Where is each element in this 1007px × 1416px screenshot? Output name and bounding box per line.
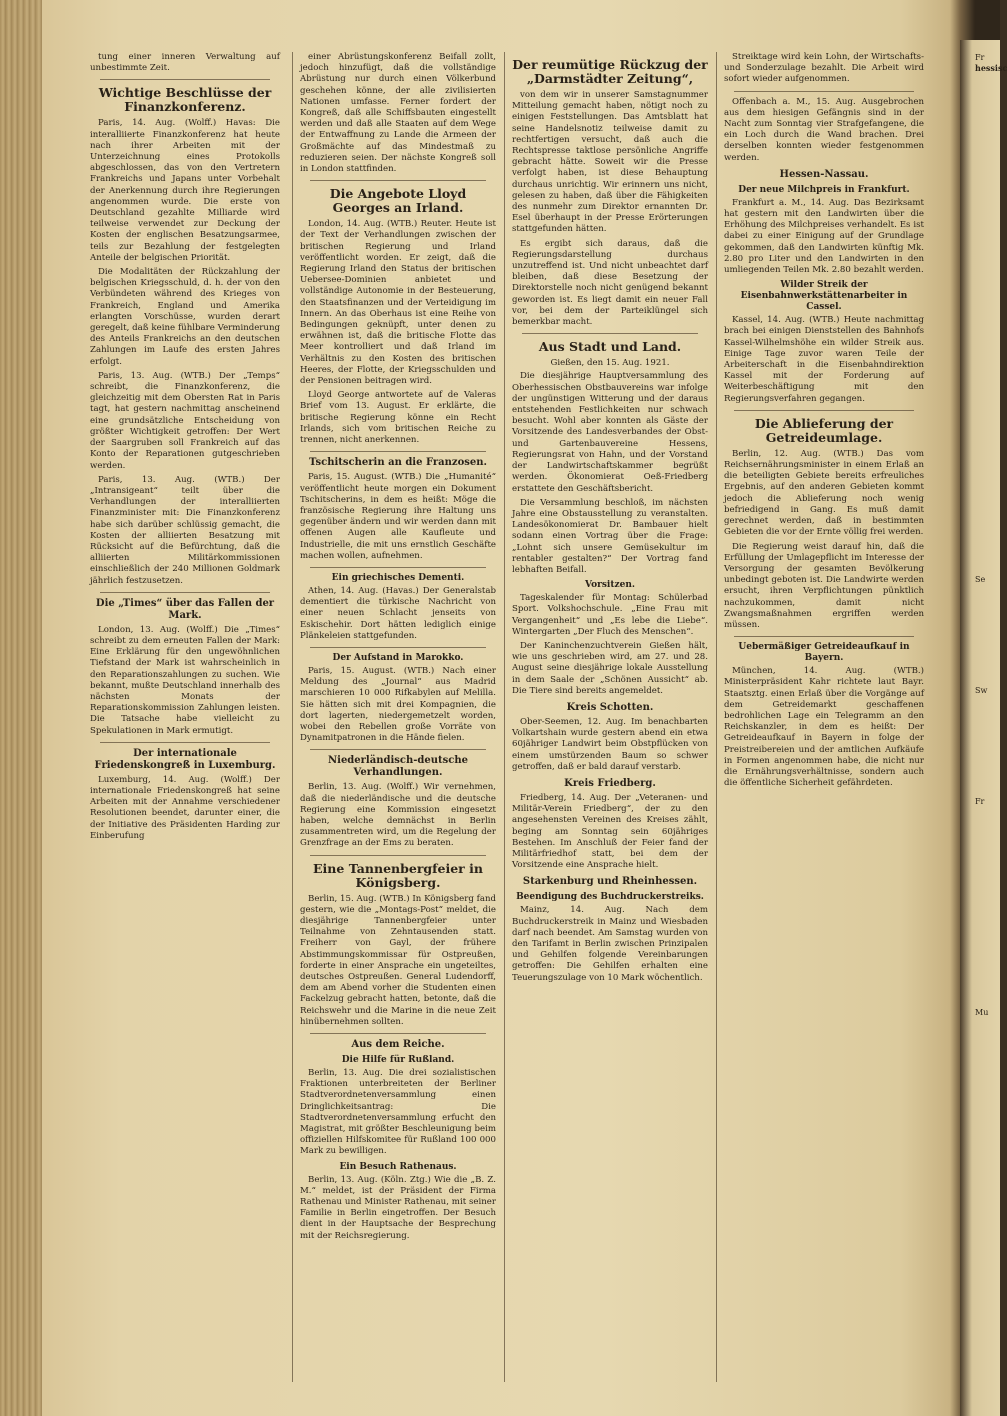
article-text: Tageskalender für Montag: Schülerbad Sport. Volkshochschule. „Eine Frau mit Vergangenheit“ und „Es lebe die Liebe“. Wintergarten „Der Fluch des Menschen“. — [512, 593, 708, 637]
article-text: London, 14. Aug. (WTB.) Reuter. Heute ist der Text der Verhandlungen zwischen der britischen Regierung und Irland veröffentlicht worden. Er zeigt, daß die Regierung Irland den Status der britischen Uebersee-Dominien anbietet und vollständige Autonomie in der Besteuerung, den Staatsfinanzen und der Verteidigung im Innern. An das Oberhaus ist eine Reihe von Bedingungen geknüpft, unter denen zu erwähnen ist, daß die britische Flotte das Meer kontrolliert und daß Irland im Verhältnis zu den Kosten des britischen Heeres, der Flotte, der Kriegsschulden und der Pensionen beitragen wird. — [300, 219, 496, 387]
separator — [310, 1033, 486, 1034]
article-text: Die Regierung weist darauf hin, daß die Erfüllung der Umlagepflicht im Interesse der Versorgung der gesamten Bevölkerung unbedingt geboten ist. Die Landwirte werden ersucht, ihren Verpflichtungen pünktlich nachzukommen, damit nicht Zwangsmaßnahmen ergriffen werden müssen. — [724, 541, 924, 630]
headline-stadt-und-land: Aus Stadt und Land. — [538, 339, 682, 355]
headline-hilfe-russland: Die Hilfe für Rußland. — [341, 1055, 455, 1066]
article-text: Berlin, 13. Aug. (Köln. Ztg.) Wie die „B. Z. M.“ meldet, ist der Präsident der Firma Rathenau und Minister Rathenau, mit seiner Familie in Berlin eingetroffen. Der Besuch dient in der Hauptsache der Besprechung mit der Reichsregierung. — [300, 1174, 496, 1241]
headline-dementi: Ein griechisches Dementi. — [331, 572, 465, 583]
article-text: Luxemburg, 14. Aug. (Wolff.) Der internationale Friedenskongreß hat seine Arbeiten mit der Annahme verschiedener Resolutionen beendet, darunter einer, die der Initiative des Präsidenten Harding zur Einberufung — [90, 774, 280, 841]
article-text: Ober-Seemen, 12. Aug. Im benachbarten Volkartshain wurde gestern abend ein etwa 60jähriger Landwirt beim Obstpflücken von einem umstürzenden Baum so schwer getroffen, daß er bald darauf verstarb. — [512, 716, 708, 772]
headline-hessen-nassau: Hessen-Nassau. — [779, 168, 869, 180]
edge-word: Fr — [975, 797, 985, 806]
article-text: Es ergibt sich daraus, daß die Regierungsdarstellung durchaus unzutreffend ist. Und nicht unbeachtet darf bleiben, daß diese Besetzung der Direktorstelle noch nicht genügend bekannt geworden ist. Es liegt damit ein neuer Fall vor, bei dem der Parteiklüngel sich bemerkbar macht. — [512, 238, 708, 328]
separator — [310, 855, 486, 856]
headline-aus-dem-reiche: Aus dem Reiche. — [351, 1039, 445, 1051]
article-text: Offenbach a. M., 15. Aug. Ausgebrochen aus dem hiesigen Gefängnis sind in der Nacht zum Sonntag vier Strafgefangene, die ein Loch durch die Wand brachen. Drei derselben konnten wieder festgenommen werden. — [724, 96, 924, 163]
article-text: von dem wir in unserer Samstagnummer Mitteilung gemacht haben, nötigt noch zu einigen Feststellungen. Das Amtsblatt hat seine Handelsnotiz teilweise damit zu rechtfertigen versucht, daß auch die Rechtspresse taktlose persönliche Angriffe gebracht hätte. Soweit wir die Presse verfolgt haben, ist diese Behauptung durchaus unrichtig. Wir erinnern uns nicht, gelesen zu haben, daß über die Fähigkeiten des nunmehr zum Direktor ernannten Dr. Esel überhaupt in der Presse Erörterungen stattgefunden hätten. — [512, 90, 708, 235]
headline-rathenau: Ein Besuch Rathenaus. — [339, 1161, 457, 1172]
headline-darmstaedter: Der reumütige Rückzug der „Darmstädter Zeitung“, — [512, 57, 708, 86]
column-4 — [724, 52, 924, 1382]
edge-word: Sw — [975, 686, 988, 695]
headline-kreis-friedberg: Kreis Friedberg. — [564, 777, 656, 789]
headline-starkenburg: Starkenburg und Rheinhessen. — [522, 876, 698, 888]
article-text: Frankfurt a. M., 14. Aug. Das Bezirksamt hat gestern mit den Landwirten über die Erhöhung des Milchpreises verhandelt. Es ist dabei zu einer Einigung auf der Grundlage gekommen, daß den Landwirten künftig Mk. 2.80 pro Liter und den Landwirten in den umliegenden Teilen Mk. 2.80 bezahlt werden. — [724, 197, 924, 276]
article-text: Streiktage wird kein Lohn, der Wirtschafts- und Sonderzulage bezahlt. Die Arbeit wird sofort wieder aufgenommen. — [724, 52, 924, 85]
article-text: Berlin, 15. Aug. (WTB.) In Königsberg fand gestern, wie die „Montags-Post“ meldet, die diesjährige Tannenbergfeier unter Teilnahme von Zehntausenden statt. Freiherr von Gayl, der frühere Abstimmungskommissar für Ostpreußen, forderte in einer Ansprache ein ungeteiltes, deutsches Ostpreußen. General Ludendorff, dem am Abend vorher die Studenten einen Fackelzug gebracht hatten, betonte, daß die Reichswehr und die Marine in die neue Zeit hinübernehmen sollten. — [300, 893, 496, 1027]
column-3 — [512, 52, 708, 1382]
separator — [310, 567, 486, 568]
headline-lloyd-george: Die Angebote Lloyd Georges an Irland. — [329, 186, 467, 216]
article-text: Lloyd George antwortete auf de Valeras Brief vom 13. August. Er erklärte, die britische Regierung könne ein Recht Irlands, sich vom britischen Reiche zu trennen, nicht anerkennen. — [300, 390, 496, 446]
article-text: Paris, 15. August. (WTB.) Nach einer Meldung des „Journal“ aus Madrid marschieren 10 000 Rifkabylen auf Melilla. Sie hätten sich mit drei Kompagnien, die dort lagerten, niedergemetzelt worden, wobei den Rebellen große Vorräte von Dynamitpatronen in die Hände fielen. — [300, 665, 496, 744]
separator — [100, 79, 270, 80]
headline-wilder-streik: Wilder Streik der Eisenbahnwerkstättenarbeiter in Cassel. — [740, 280, 908, 313]
article-text: Berlin, 12. Aug. (WTB.) Das vom Reichsernährungsminister in einem Erlaß an die beteiligten Gebiete bereits erfreuliches Ergebnis, auf den anderen Gebieten kommt jedoch die Ablieferung noch wenig befriedigend in Gang. Es muß damit gerechnet werden, daß in bestimmten Gebieten die vor der Ernte völlig frei werden. — [724, 448, 924, 538]
separator — [100, 742, 270, 743]
article-text: Der Kaninchenzuchtverein Gießen hält, wie uns geschrieben wird, am 27. und 28. August seine diesjährige lokale Ausstellung in dem Saale der „Schönen Aussicht“ ab. Die Tiere sind bereits angemeldet. — [512, 640, 708, 696]
headline-kreis-schotten: Kreis Schotten. — [566, 701, 654, 713]
adjacent-page-text — [975, 52, 1007, 1382]
page-binding — [0, 0, 42, 1416]
separator — [100, 592, 270, 593]
column-2 — [300, 52, 496, 1382]
article-text: Paris, 15. August. (WTB.) Die „Humanité“ veröffentlicht heute morgen ein Dokument Tschitscherins, in dem es heißt: Möge die französische Regierung ihre Haltung uns gegenüber ändern und wir werden dann mit offenen Augen alle Kaufleute und Industrielle, die mit uns ernstlich Geschäfte machen wollen, aufnehmen. — [300, 472, 496, 561]
column-rule — [504, 52, 505, 1382]
article-text: Berlin, 13. Aug. (Wolff.) Wir vernehmen, daß die niederländische und die deutsche Regierung eine Kommission eingesetzt haben, welche demnächst in Berlin zusammentreten wird, um die Regelung der Grenzfrage an der Ems zu beraten. — [300, 782, 496, 849]
edge-word: hessisc — [975, 63, 1007, 73]
article-text: London, 13. Aug. (Wolff.) Die „Times“ schreibt zu dem erneuten Fallen der Mark: Eine Erklärung für den ungewöhnlichen Tiefstand der Mark ist wahrscheinlich in den Reparationszahlungen zu suchen. Wie bekannt, mußte Deutschland innerhalb des nächsten Monats der Reparationskommission Zahlungen leisten. Die Tatsache habe vielleicht zu Spekulationen in Mark ermutigt. — [90, 624, 280, 736]
column-1 — [90, 52, 280, 1382]
separator — [734, 91, 914, 92]
article-text: Paris, 13. Aug. (WTB.) Der „Temps“ schreibt, die Finanzkonferenz, die gleichzeitig mit dem Obersten Rat in Paris tagt, hat gestern nachmittag anscheinend eine grundsätzliche Entscheidung von größter Wichtigkeit getroffen: Der Wert der Saargruben soll Frankreich auf das Konto der Reparationen gutgeschrieben werden. — [90, 370, 280, 471]
article-text: Kassel, 14. Aug. (WTB.) Heute nachmittag brach bei einigen Dienststellen des Bahnhofs Kassel-Wilhelmshöhe ein wilder Streik aus. Einige Tage zuvor waren Teile der Arbeiterschaft in die Eisenbahndirektion Kassel mit der Forderung auf Weiterbeschäftigung mit den Regierungsverfahren gegangen. — [724, 315, 924, 404]
article-text: Friedberg, 14. Aug. Der „Veteranen- und Militär-Verein Friedberg“, der zu den angesehensten Vereinen des Kreises zählt, beging am Sonntag sein 60jähriges Bestehen. Im Anschluß der Feier fand der Militärfriedhof statt, bei dem der Vorsitzende eine Ansprache hielt. — [512, 792, 708, 871]
article-text: Paris, 14. Aug. (Wolff.) Havas: Die interalliierte Finanzkonferenz hat heute nach ihrer Arbeiten mit der Unterzeichnung eines Protokolls abgeschlossen, das von den Vertretern Frankreichs und Japans unter Vorbehalt der Anerkennung durch ihre Regierungen angenommen wurde. Die erste von Deutschland gezahlte Milliarde wird teilweise verwendet zur Deckung der Kosten der englischen Besatzungsarmee, teils zur Bezahlung der festgelegten Anteile der belgischen Priorität. — [90, 118, 280, 263]
headline-vorsitzen: Vorsitzen. — [584, 580, 636, 591]
article-text: Die Modalitäten der Rückzahlung der belgischen Kriegsschuld, d. h. der von den Verbündeten während des Krieges von Frankreich, England und Amerika erlangten Vorschüsse, wurden derart geregelt, daß keine fühlbare Verminderung des Anteils Frankreichs an den deutschen Zahlungen im Laufe des ersten Jahres erfolgt. — [90, 267, 280, 367]
headline-marokko: Der Aufstand in Marokko. — [332, 652, 464, 663]
article-text: Berlin, 13. Aug. Die drei sozialistischen Fraktionen unterbreiteten der Berliner Stadtverordnetenversammlung einen Dringlichkeitsantrag: Die Stadtverordnetenversammlung erfucht den Magistrat, mit größter Beschleunigung beim offiziellen Hilfskomitee für Rußland 100 000 Mark zu bewilligen. — [300, 1068, 496, 1157]
separator — [310, 749, 486, 750]
article-text: Athen, 14. Aug. (Havas.) Der Generalstab dementiert die türkische Nachricht von einer neuen Schlacht jenseits von Eskischehir. Dort hätten lediglich einige Plänkeleien stattgefunden. — [300, 585, 496, 641]
separator — [734, 410, 914, 411]
separator — [310, 647, 486, 648]
edge-word: Se — [975, 575, 986, 584]
dateline: Gießen, den 15. Aug. 1921. — [550, 358, 670, 369]
article-text: München, 14. Aug. (WTB.) Ministerpräsident Kahr richtete laut Bayr. Staatsztg. einen Erlaß über die Vorgänge auf dem Getreidemarkt geschaffenen bedrohlichen Lage ein Telegramm an den Reichskanzler, in dem es heißt: Der Getreideaufkauf in Bayern in folge der Preistreibereien und der amtlichen Aufkäufe in Formen angenommen habe, die nicht nur die Ernährungsverhältnisse, sondern auch die öffentliche Sicherheit gefährdeten. — [724, 666, 924, 789]
article-text: tung einer inneren Verwaltung auf unbestimmte Zeit. — [90, 52, 280, 74]
edge-word: Mu — [975, 1008, 989, 1017]
headline-times-mark: Die „Times“ über das Fallen der Mark. — [95, 597, 275, 621]
separator — [310, 451, 486, 452]
headline-finanzkonferenz: Wichtige Beschlüsse der Finanzkonferenz. — [98, 85, 272, 115]
article-text: Die Versammlung beschloß, im nächsten Jahre eine Obstausstellung zu veranstalten. Landesökonomierat Dr. Bambauer hielt sodann einen Vortrag über die Frage: „Lohnt sich unsere Gemüsekultur im rentabler gestalten?“ Der Vortrag fand lebhaften Beifall. — [512, 497, 708, 575]
article-text: einer Abrüstungskonferenz Beifall zollt, jedoch hinzufügt, daß die vollständige Abrüstung nur durch einen Völkerbund geschehen könne, der alle zivilisierten Nationen umfasse. Ferner fordert der Kongreß, daß alle Schiffsbauten eingestellt werden und daß alle Staaten auf dem Wege der Entwaffnung zu Lande die Armeen der Großmächte auf das Mindestmaß zu reduzieren seien. Der nächste Kongreß soll in London stattfinden. — [300, 52, 496, 175]
edge-word: Fr — [975, 53, 985, 62]
separator — [734, 636, 914, 637]
headline-getreideaufkauf: Uebermäßiger Getreideaufkauf in Bayern. — [738, 642, 910, 664]
article-text: Paris, 13. Aug. (WTB.) Der „Intransigeant“ teilt über die Verhandlungen der interalliierten Finanzminister mit: Die Finanzkonferenz habe sich darüber schlüssig gemacht, die Kosten der alliierten Besatzung mit Rücksicht auf die Befürchtung, daß die alliierten Militärkommissionen einschließlich der 240 Millionen Goldmark jährlich festzusetzen. — [90, 474, 280, 586]
headline-niederlande: Niederländisch-deutsche Verhandlungen. — [328, 755, 468, 779]
headline-milchpreis: Der neue Milchpreis in Frankfurt. — [738, 184, 910, 195]
article-text: Mainz, 14. Aug. Nach dem Buchdruckerstreik in Mainz und Wiesbaden darf nach beendet. Am Samstag wurden von den Tarifamt in Berlin zwischen Prinzipalen und Gehilfen folgende Vereinbarungen getroffen: Die Gehilfen erhalten eine Teuerungszulage von 10 Mark wöchentlich. — [512, 905, 708, 983]
separator — [310, 180, 486, 181]
headline-tschitscherin: Tschitscherin an die Franzosen. — [308, 457, 487, 469]
headline-friedenskongress: Der internationale Friedenskongreß in Luxemburg. — [94, 747, 276, 771]
headline-buchdruckerstreik: Beendigung des Buchdruckerstreiks. — [516, 892, 704, 903]
column-rule — [716, 52, 717, 1382]
headline-getreideumlage: Die Ablieferung der Getreideumlage. — [754, 415, 894, 445]
column-rule — [292, 52, 293, 1382]
separator — [522, 333, 698, 334]
headline-tannenberg: Eine Tannenbergfeier in Königsberg. — [313, 860, 483, 890]
article-text: Die diesjährige Hauptversammlung des Oberhessischen Obstbauvereins war infolge der ungünstigen Witterung und der daraus entstehenden Festlichkeiten nur schwach besucht. Wohl aber konnten als Gäste der Vorsitzende des Landesverbandes der Obst- und Gartenbauvereine Hessens, Regierungsrat von Hahn, und der Vorstand der Landwirtschaftskammer begrüßt werden. Ökonomierat Oeß-Friedberg erstattete den Geschäftsbericht. — [512, 371, 708, 494]
